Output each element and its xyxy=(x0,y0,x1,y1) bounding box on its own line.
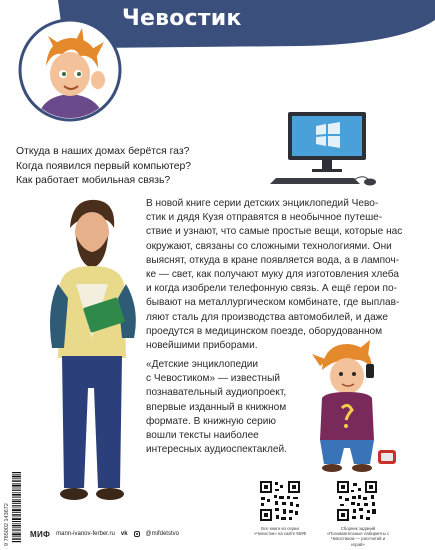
uncle-kuzya-illustration xyxy=(42,188,142,508)
qr-code-workbook[interactable] xyxy=(336,480,378,522)
series-title: Чевостик xyxy=(122,6,242,31)
chevostik-phone-illustration xyxy=(300,340,402,480)
intro-line: и когда изобрели телефонную связь. А ещё герои по- xyxy=(146,283,397,295)
project-description xyxy=(146,358,296,457)
intro-line: бывают на металлургическом комбинате, где выплав- xyxy=(146,297,400,309)
footer xyxy=(30,528,179,540)
description-line: познавательный аудиопроект, xyxy=(146,387,287,399)
intro-line: новейшими приборами. xyxy=(146,340,258,352)
intro-paragraph xyxy=(146,197,418,353)
intro-line: ляют сталь для производства автомобилей, и даже xyxy=(146,311,389,323)
description-line: с Чевостиком» — известный xyxy=(146,373,281,385)
intro-line: В новой книге серии детских энциклопедий Чево- xyxy=(146,198,379,209)
qr-caption-workbook: Сборник заданий «Познавательные лабиринты с Чевостиком — рассчитай и играй» xyxy=(326,526,390,547)
vk-icon: vk xyxy=(120,531,128,537)
question-line: Откуда в наших домах берётся газ? xyxy=(16,146,190,157)
description-line: формате. В книжную серию xyxy=(146,415,276,427)
qr-caption-series: Все книги из серии «Чевостик» на сайте МИФ xyxy=(253,526,307,537)
chevostik-avatar xyxy=(18,18,122,122)
description-line: вошли тексты наиболее xyxy=(146,430,259,442)
questions-list xyxy=(16,145,246,189)
intro-line: ке — свет, как получают муку для изготовления хлеба xyxy=(146,269,399,281)
question-line: Как работает мобильная связь? xyxy=(16,175,171,187)
question-line: Когда появился первый компьютер? xyxy=(16,160,192,172)
intro-line: выяснят, откуда в кране появляется вода, а в лампоч- xyxy=(146,254,400,266)
publisher-site-link[interactable]: mann-ivanov-ferber.ru xyxy=(56,531,115,537)
intro-line: стик и дядя Кузя отправятся в необычное путеше- xyxy=(146,212,383,224)
intro-line: ствие и узнают, что самые простые вещи, которые нас xyxy=(146,226,403,238)
intro-line: окружают, связаны со сложными технологиями. Они xyxy=(146,240,392,252)
barcode-number: 9 785002 143672 xyxy=(4,503,10,546)
description-line: интересных аудиоспектаклей. xyxy=(146,444,287,456)
intro-line: проедутся в медицинском поезде, оборудованном xyxy=(146,325,383,337)
qr-code-series[interactable] xyxy=(259,480,301,522)
publisher-logo: МИФ xyxy=(30,529,51,539)
description-line: «Детские энциклопедии xyxy=(146,359,259,370)
computer-illustration xyxy=(268,108,386,190)
instagram-icon xyxy=(134,531,140,537)
description-line: впервые изданный в книжном xyxy=(146,401,287,413)
social-handle[interactable]: @mifdetstvo xyxy=(145,531,179,537)
